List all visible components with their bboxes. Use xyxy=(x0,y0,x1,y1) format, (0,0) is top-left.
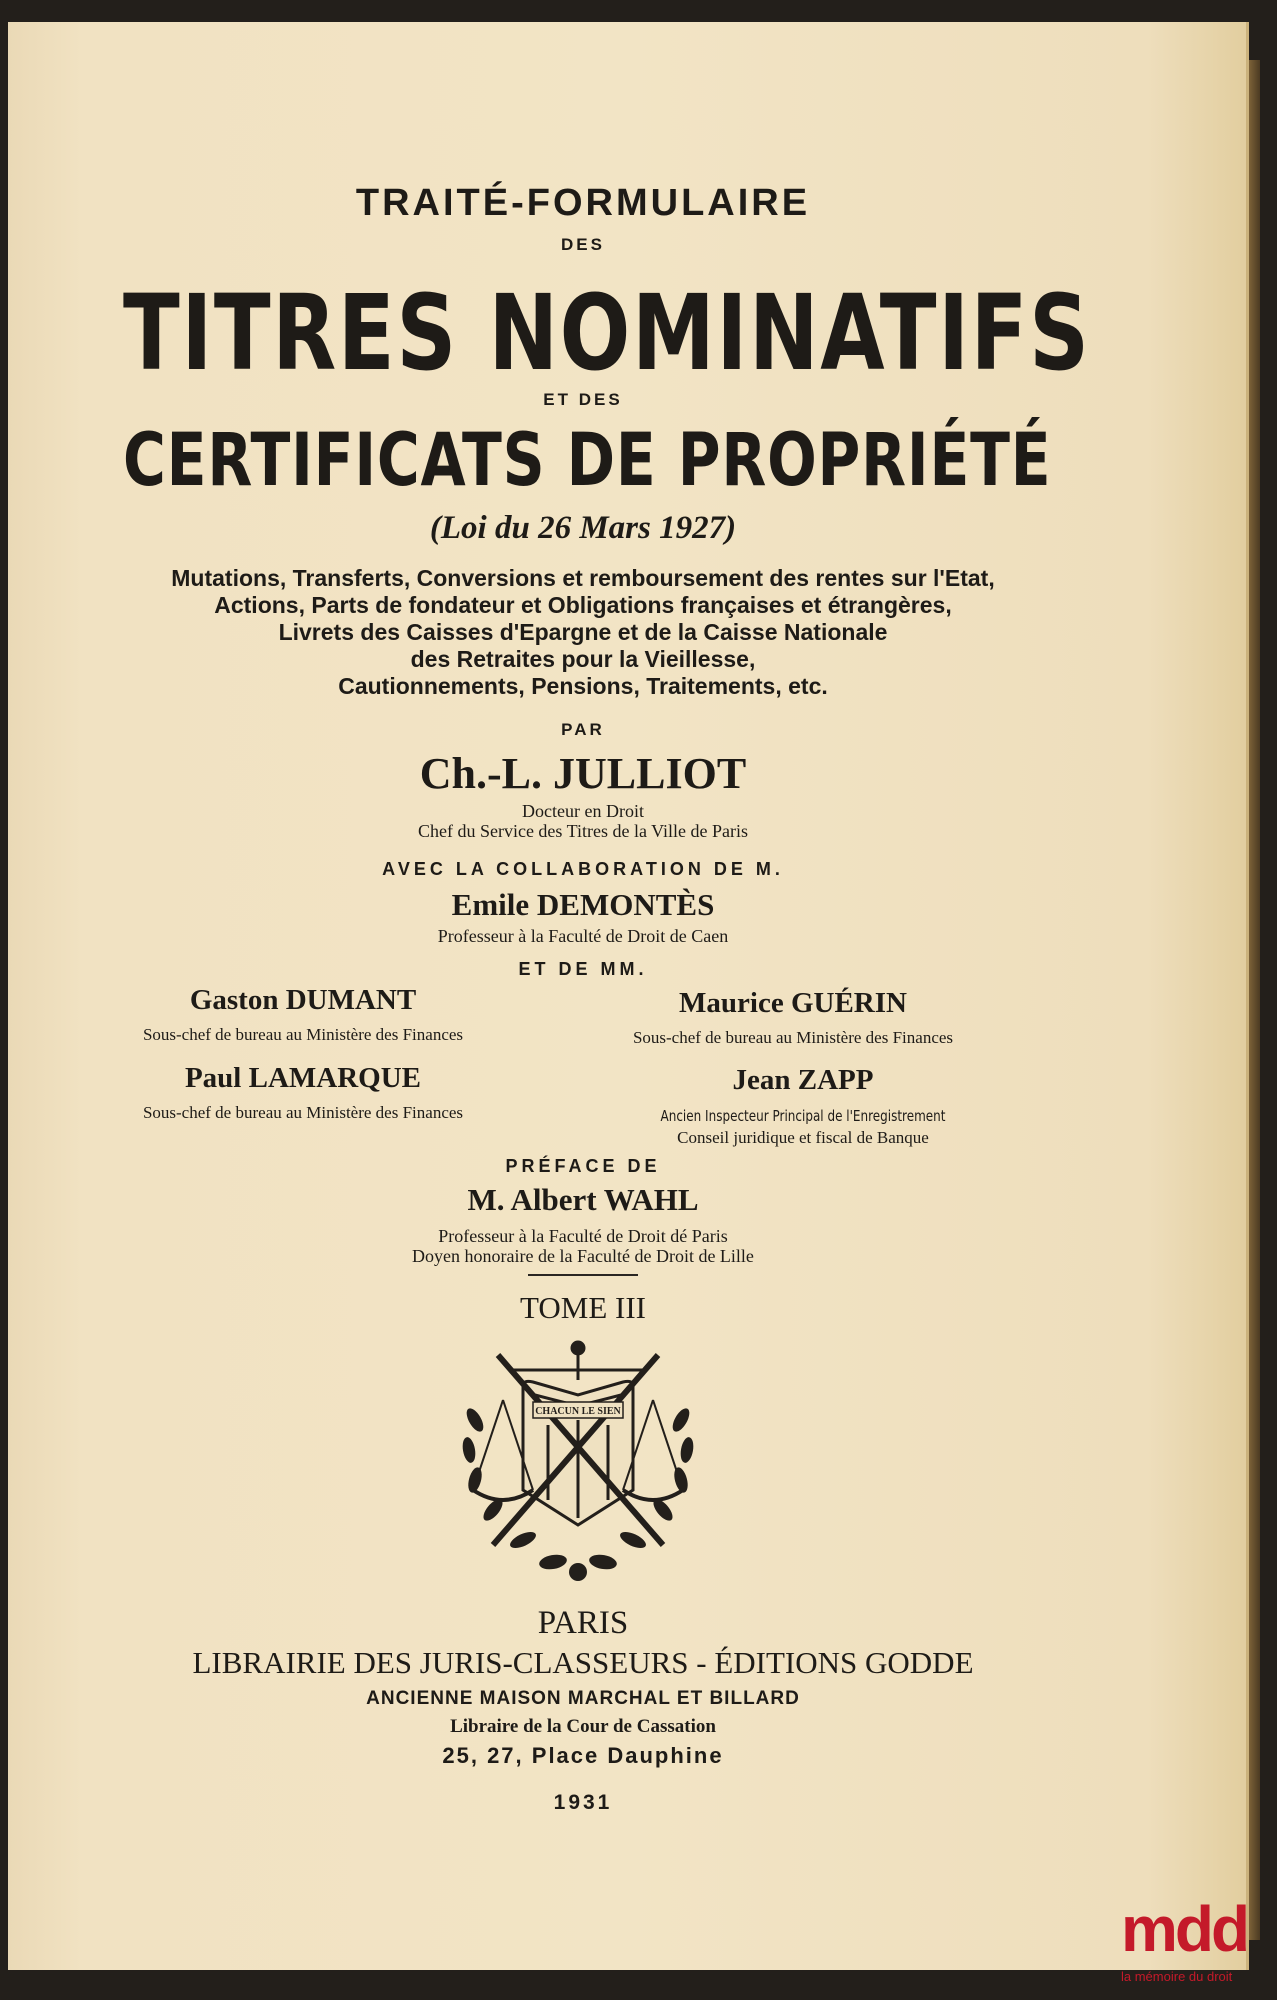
title-line-1: TRAITÉ-FORMULAIRE xyxy=(355,182,811,224)
contributor-title: Ancien Inspecteur Principal de l'Enregistrement xyxy=(660,1107,946,1125)
contributor-title: Conseil juridique et fiscal de Banque xyxy=(677,1128,929,1147)
contributor-name: Paul LAMARQUE xyxy=(184,1062,422,1094)
publisher-name: LIBRAIRIE DES JURIS-CLASSEURS - ÉDITIONS GODDE xyxy=(192,1645,974,1680)
main-title: TITRES NOMINATIFS xyxy=(123,272,1091,394)
collaborator-name: Emile DEMONTÈS xyxy=(451,887,715,922)
contributor-name: Gaston DUMANT xyxy=(189,984,417,1016)
publisher-address: 25, 27, Place Dauphine xyxy=(442,1743,724,1768)
author-title: Chef du Service des Titres de la Ville de Paris xyxy=(417,821,749,841)
publisher-former-name: ANCIENNE MAISON MARCHAL ET BILLARD xyxy=(366,1688,800,1709)
contributor-title: Sous-chef de bureau au Ministère des Finances xyxy=(632,1028,954,1047)
preface-label: PRÉFACE DE xyxy=(505,1156,661,1176)
watermark-tagline: la mémoire du droit xyxy=(1121,1969,1233,1984)
publisher-emblem-icon xyxy=(453,1340,703,1590)
preface-author-title: Professeur à la Faculté de Droit dé Paris xyxy=(438,1226,728,1246)
contributor-name: Maurice GUÉRIN xyxy=(679,987,907,1019)
publication-year: 1931 xyxy=(553,1791,613,1814)
publisher-role: Libraire de la Cour de Cassation xyxy=(450,1716,716,1737)
watermark-mark: mdd xyxy=(1121,1893,1248,1965)
by-label: PAR xyxy=(561,720,605,739)
publisher-city: PARIS xyxy=(537,1605,629,1641)
and-label: ET DE MM. xyxy=(518,959,648,979)
mdd-watermark-logo xyxy=(1117,1893,1277,2000)
law-reference: (Loi du 26 Mars 1927) xyxy=(429,510,737,546)
title-line-4: ET DES xyxy=(543,390,623,409)
scope-line: Livrets des Caisses d'Epargne et de la Caisse Nationale xyxy=(278,619,888,645)
contributor-title: Sous-chef de bureau au Ministère des Finances xyxy=(142,1025,464,1044)
author-name: Ch.-L. JULLIOT xyxy=(419,749,747,798)
emblem-motto: CHACUN LE SIEN xyxy=(535,1406,621,1417)
subtitle: CERTIFICATS DE PROPRIÉTÉ xyxy=(123,418,1052,503)
contributor-title: Sous-chef de bureau au Ministère des Finances xyxy=(142,1103,464,1122)
collaboration-label: AVEC LA COLLABORATION DE M. xyxy=(382,859,784,879)
preface-author-title: Doyen honoraire de la Faculté de Droit de Lille xyxy=(412,1246,754,1266)
divider-rule xyxy=(528,1274,638,1276)
scope-line: des Retraites pour la Vieillesse, xyxy=(410,646,756,672)
title-line-2: DES xyxy=(561,235,605,254)
volume-number: TOME III xyxy=(520,1290,646,1325)
contributor-name: Jean ZAPP xyxy=(732,1064,874,1096)
title-page xyxy=(8,22,1249,1970)
collaborator-title: Professeur à la Faculté de Droit de Caen xyxy=(437,926,729,946)
author-title: Docteur en Droit xyxy=(522,801,644,821)
scope-line: Actions, Parts de fondateur et Obligations françaises et étrangères, xyxy=(214,592,952,618)
scope-line: Mutations, Transferts, Conversions et remboursement des rentes sur l'Etat, xyxy=(171,565,995,591)
scope-line: Cautionnements, Pensions, Traitements, etc. xyxy=(338,673,828,699)
preface-author-name: M. Albert WAHL xyxy=(467,1182,699,1217)
